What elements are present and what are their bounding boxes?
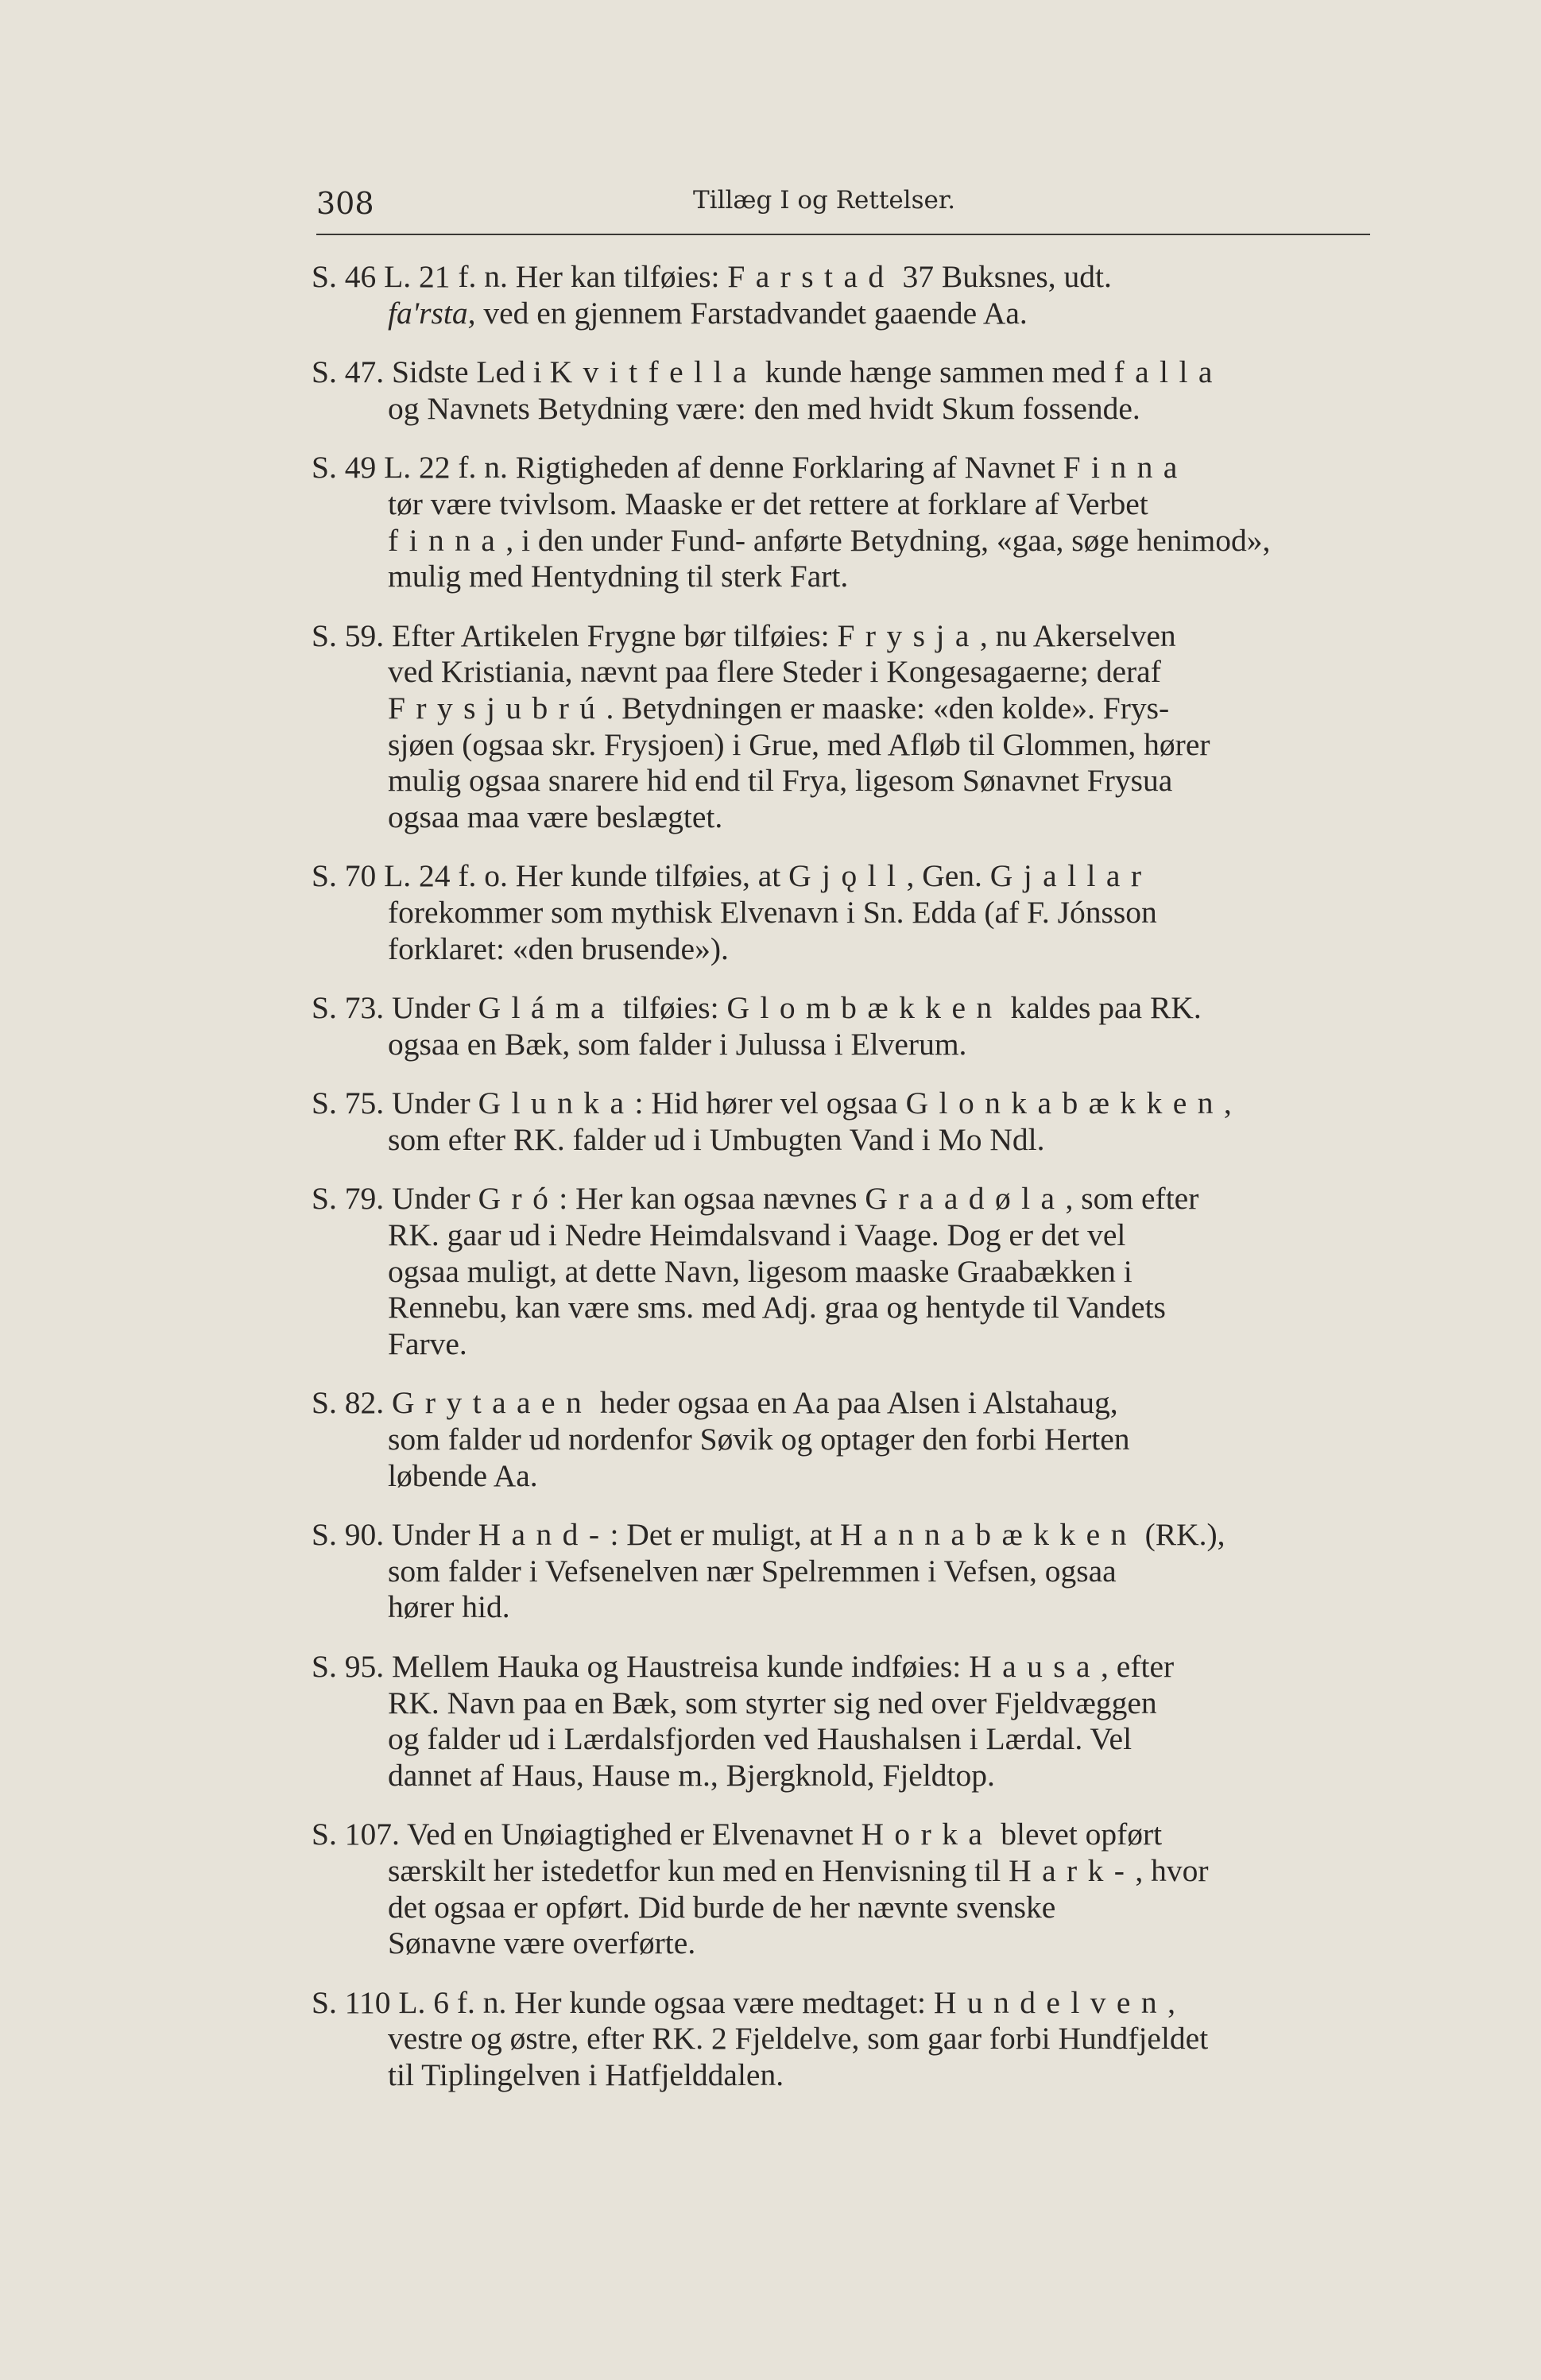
text-run: : Det er muligt, at	[610, 1517, 841, 1553]
text-run: RK. Navn paa en Bæk, som styrter sig ned over Fjeldvæggen	[388, 1685, 1157, 1720]
text-run: særskilt her istedetfor kun med en Henvisning til	[388, 1852, 1009, 1888]
spaced-name: Farstad	[727, 259, 895, 294]
text-run: , Gen.	[906, 858, 990, 894]
text-run: ogsaa maa være beslægtet.	[388, 799, 723, 834]
text-run: S. 59. Efter Artikelen Frygne bør tilføies:	[312, 617, 838, 653]
entry-line	[312, 763, 1373, 799]
correction-entry	[312, 259, 1373, 331]
entry-line	[312, 990, 1373, 1027]
spaced-name: Frysjubrú	[388, 690, 606, 726]
text-run: som falder ud nordenfor Søvik og optager den forbi Herten	[388, 1422, 1130, 1457]
spaced-name: Frysja	[837, 617, 980, 653]
text-run: forklaret: «den brusende»).	[388, 931, 729, 966]
text-run: S. 107. Ved en Unøiagtighed er Elvenavnet	[312, 1817, 861, 1852]
text-run: kunde hænge sammen med	[757, 354, 1114, 390]
text-run: S. 73. Under	[312, 990, 478, 1026]
text-run: S. 82.	[312, 1385, 392, 1421]
spaced-name: finna	[388, 522, 506, 558]
text-run: forekommer som mythisk Elvenavn i Sn. Edda (af F. Jónsson	[388, 894, 1157, 930]
text-run: Sønavne være overførte.	[388, 1925, 696, 1961]
entry-line	[312, 354, 1373, 391]
spaced-name: Hundelven	[933, 1984, 1168, 2020]
text-run: , hvor	[1135, 1852, 1209, 1888]
entry-line	[312, 450, 1373, 486]
text-run: S. 110 L. 6 f. n. Her kunde ogsaa være medtaget:	[312, 1984, 934, 2020]
text-run: mulig ogsaa snarere hid end til Frya, ligesom Sønavnet Frysua	[388, 763, 1173, 799]
italic-form: fa'rsta,	[388, 295, 476, 331]
entry-line	[312, 799, 1373, 836]
text-run: ogsaa en Bæk, som falder i Julussa i Elverum.	[388, 1026, 967, 1062]
text-run: og Navnets Betydning være: den med hvidt Skum fossende.	[388, 390, 1140, 426]
entry-line	[312, 1122, 1373, 1159]
entry-line	[312, 1890, 1373, 1926]
correction-entry	[312, 450, 1373, 594]
text-run: S. 46 L. 21 f. n. Her kan tilføies:	[312, 259, 728, 294]
text-run: S. 47. Sidste Led i	[312, 354, 550, 390]
spaced-name: Graadøla	[865, 1181, 1066, 1217]
entry-line	[312, 259, 1373, 296]
entry-line	[312, 391, 1373, 428]
entry-line	[312, 296, 1373, 332]
spaced-name: Horka	[861, 1817, 993, 1852]
spaced-name: Hannabækken	[840, 1517, 1137, 1553]
text-run: . Betydningen er maaske: «den kolde». Frys-	[606, 690, 1170, 726]
text-run: S. 79. Under	[312, 1181, 478, 1217]
entry-line	[312, 1181, 1373, 1217]
entry-line	[312, 691, 1373, 727]
spaced-name: Kvitfella	[549, 354, 757, 390]
text-run: mulig med Hentydning til sterk Fart.	[388, 559, 849, 594]
entry-line	[312, 654, 1373, 691]
spaced-name: Grytaaen	[391, 1385, 593, 1421]
spaced-name: Glunka	[478, 1086, 635, 1121]
text-run: tilføies:	[615, 990, 727, 1026]
text-run: heder ogsaa en Aa paa Alsen i Alstahaug,	[592, 1385, 1118, 1421]
text-run: : Her kan ogsaa nævnes	[559, 1181, 865, 1217]
entry-line	[312, 1817, 1373, 1853]
entry-line	[312, 559, 1373, 595]
entry-line	[312, 1758, 1373, 1794]
entry-line	[312, 727, 1373, 764]
text-run: , efter	[1101, 1649, 1175, 1684]
entry-line	[312, 1458, 1373, 1495]
page-body	[312, 259, 1373, 2117]
spaced-name: Finna	[1063, 450, 1188, 486]
text-run: Rennebu, kan være sms. med Adj. graa og hentyde til Vandets	[388, 1290, 1166, 1325]
text-run: kaldes paa RK.	[1002, 990, 1202, 1026]
text-run: ogsaa muligt, at dette Navn, ligesom maaske Graabækken i	[388, 1253, 1133, 1289]
entry-line	[312, 618, 1373, 655]
text-run: hører hid.	[388, 1589, 510, 1625]
text-run: dannet af Haus, Hause m., Bjergknold, Fjeldtop.	[388, 1757, 995, 1793]
entry-line	[312, 1649, 1373, 1685]
text-run: ved Kristiania, nævnt paa flere Steder i Kongesagaerne; deraf	[388, 654, 1161, 690]
spaced-name: Glombækken	[726, 990, 1003, 1026]
text-run: : Hid hører vel ogsaa	[634, 1086, 906, 1121]
spaced-name: Gró	[478, 1181, 559, 1217]
spaced-name: falla	[1113, 354, 1223, 390]
text-run: ved en gjennem Farstadvandet gaaende Aa.	[475, 295, 1028, 331]
entry-line	[312, 1721, 1373, 1758]
entry-line	[312, 1422, 1373, 1458]
entry-line	[312, 486, 1373, 523]
entry-line	[312, 2021, 1373, 2057]
entry-line	[312, 1086, 1373, 1122]
text-run: , i den under Fund- anførte Betydning, «gaa, søge henimod»,	[505, 522, 1271, 558]
page-number: 308	[316, 186, 374, 221]
text-run: , nu Akerselven	[979, 617, 1176, 653]
text-run: tør være tvivlsom. Maaske er det rettere at forklare af Verbet	[388, 486, 1148, 521]
entry-line	[312, 1217, 1373, 1254]
entry-line	[312, 2057, 1373, 2094]
entry-line	[312, 1254, 1373, 1291]
correction-entry	[312, 1517, 1373, 1626]
entry-line	[312, 1517, 1373, 1554]
spaced-name: Gláma	[478, 990, 616, 1026]
entry-line	[312, 1685, 1373, 1722]
spaced-name: Glonkabækken	[905, 1086, 1224, 1121]
text-run: som efter RK. falder ud i Umbugten Vand i Mo Ndl.	[388, 1121, 1045, 1157]
text-run: til Tiplingelven i Hatfjelddalen.	[388, 2057, 784, 2092]
text-run: S. 49 L. 22 f. n. Rigtigheden af denne Forklaring af Navnet	[312, 450, 1063, 486]
correction-entry	[312, 354, 1373, 427]
text-run: 37 Buksnes, udt.	[894, 259, 1112, 294]
text-run: blevet opført	[993, 1817, 1163, 1852]
entry-line	[312, 1985, 1373, 2022]
text-run: ,	[1223, 1086, 1232, 1121]
correction-entry	[312, 990, 1373, 1062]
text-run: S. 75. Under	[312, 1086, 478, 1121]
text-run: S. 90. Under	[312, 1517, 478, 1553]
spaced-name: Hausa	[969, 1649, 1102, 1684]
correction-entry	[312, 1086, 1373, 1158]
text-run: sjøen (ogsaa skr. Frysjoen) i Grue, med Afløb til Glommen, hører	[388, 726, 1210, 762]
correction-entry	[312, 1817, 1373, 1961]
correction-entry	[312, 1385, 1373, 1494]
correction-entry	[312, 618, 1373, 836]
text-run: (RK.),	[1136, 1517, 1225, 1553]
text-run: , som efter	[1065, 1181, 1199, 1217]
text-run: det ogsaa er opført. Did burde de her nævnte svenske	[388, 1889, 1056, 1925]
spaced-name: Hark-	[1009, 1852, 1136, 1888]
entry-line	[312, 895, 1373, 931]
entry-line	[312, 1027, 1373, 1063]
text-run: som falder i Vefsenelven nær Spelremmen i Vefsen, ogsaa	[388, 1553, 1117, 1589]
spaced-name: Hand-	[478, 1517, 610, 1553]
entry-line	[312, 1290, 1373, 1326]
entry-line	[312, 1589, 1373, 1626]
text-run: S. 95. Mellem Hauka og Haustreisa kunde indføies:	[312, 1649, 970, 1684]
spaced-name: Gjallar	[989, 858, 1152, 894]
entry-line	[312, 931, 1373, 968]
correction-entry	[312, 858, 1373, 967]
text-run: ,	[1167, 1984, 1175, 2020]
correction-entry	[312, 1649, 1373, 1794]
text-run: Farve.	[388, 1325, 467, 1361]
correction-entry	[312, 1985, 1373, 2094]
entry-line	[312, 1385, 1373, 1422]
entry-line	[312, 523, 1373, 559]
entry-line	[312, 858, 1373, 895]
entry-line	[312, 1925, 1373, 1962]
entry-line	[312, 1554, 1373, 1590]
text-run: løbende Aa.	[388, 1457, 538, 1493]
text-run: vestre og østre, efter RK. 2 Fjeldelve, som gaar forbi Hundfjeldet	[388, 2021, 1209, 2057]
text-run: og falder ud i Lærdalsfjorden ved Haushalsen i Lærdal. Vel	[388, 1721, 1133, 1757]
entry-line	[312, 1326, 1373, 1363]
page-header	[316, 186, 1370, 235]
entry-line	[312, 1853, 1373, 1890]
correction-entry	[312, 1181, 1373, 1362]
text-run: RK. gaar ud i Nedre Heimdalsvand i Vaage. Dog er det vel	[388, 1217, 1126, 1253]
spaced-name: Gjǫll	[788, 858, 907, 894]
running-title: Tillæg I og Rettelser.	[693, 186, 956, 215]
text-run: S. 70 L. 24 f. o. Her kunde tilføies, at	[312, 858, 789, 894]
